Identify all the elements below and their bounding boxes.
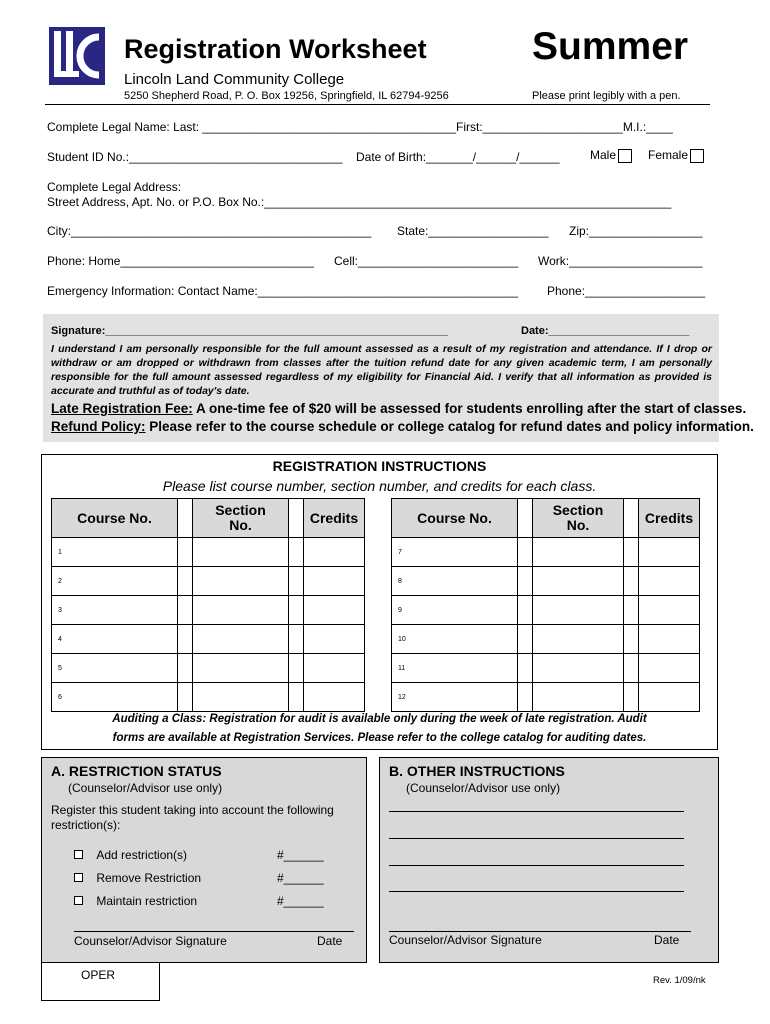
table-row [392, 567, 700, 596]
instruction-line-3[interactable] [389, 865, 684, 866]
male-option[interactable] [590, 148, 632, 163]
audit-line-1: Auditing a Class: Registration for audit is available only during the week of late registration. Audit [112, 713, 647, 725]
table-row [392, 596, 700, 625]
other-instructions-title: B. OTHER INSTRUCTIONS [389, 763, 565, 779]
credits-cell[interactable] [304, 683, 365, 712]
male-checkbox[interactable] [618, 149, 632, 163]
restriction-desc-1: Register this student taking into account the following [51, 803, 334, 817]
college-logo [49, 27, 105, 85]
row-number[interactable]: 7 [392, 538, 518, 567]
address-label: Complete Legal Address: [47, 180, 182, 194]
section-no-header [193, 499, 289, 538]
female-checkbox[interactable] [690, 149, 704, 163]
row-number[interactable]: 9 [392, 596, 518, 625]
female-label: Female [648, 148, 689, 162]
restriction-title: A. RESTRICTION STATUS [51, 763, 222, 779]
table-row [52, 538, 365, 567]
remove-restriction-option[interactable] [74, 871, 201, 885]
college-name: Lincoln Land Community College [124, 71, 345, 88]
section-cell[interactable] [533, 538, 624, 567]
maintain-restriction-checkbox[interactable] [74, 896, 83, 905]
late-fee-notice [51, 401, 746, 416]
instruction-line-2[interactable] [389, 838, 684, 839]
state-field[interactable]: State:__________________ [397, 224, 549, 238]
male-label: Male [590, 148, 617, 162]
add-restriction-option[interactable] [74, 848, 187, 862]
refund-policy-label: Refund Policy: [51, 419, 146, 434]
section-header-line1: Section [552, 502, 604, 518]
row-number[interactable]: 1 [52, 538, 178, 567]
credits-cell[interactable] [639, 625, 700, 654]
other-date-label: Date [654, 933, 680, 947]
dob-field[interactable]: Date of Birth:_______/______/______ [356, 150, 560, 164]
table-row [52, 567, 365, 596]
section-cell[interactable] [533, 654, 624, 683]
credits-cell[interactable] [639, 654, 700, 683]
other-signature-label: Counselor/Advisor Signature [389, 933, 542, 947]
course-no-header: Course No. [52, 499, 178, 538]
other-signature-line[interactable] [389, 931, 691, 932]
row-number[interactable]: 6 [52, 683, 178, 712]
maintain-restriction-number[interactable]: #______ [277, 894, 324, 908]
city-field[interactable]: City:_____________________________________________ [47, 224, 372, 238]
home-phone-field[interactable]: Phone: Home_____________________________ [47, 254, 314, 268]
section-cell[interactable] [533, 625, 624, 654]
credits-cell[interactable] [304, 654, 365, 683]
credits-header: Credits [639, 499, 700, 538]
section-no-header [533, 499, 624, 538]
emergency-contact-field[interactable]: Emergency Information: Contact Name:_______________________________________ [47, 284, 519, 298]
other-instructions-subtitle: (Counselor/Advisor use only) [406, 781, 561, 795]
refund-policy-text: Please refer to the course schedule or college catalog for refund dates and policy information. [145, 419, 754, 434]
section-header-line2: No. [229, 517, 252, 533]
section-cell[interactable] [193, 596, 289, 625]
registration-title: REGISTRATION INSTRUCTIONS [272, 458, 487, 474]
table-row [392, 625, 700, 654]
maintain-restriction-label: Maintain restriction [96, 894, 198, 908]
legal-name-field[interactable]: Complete Legal Name: Last: ______________________________________First:_____________________M.I.:____ [47, 120, 673, 134]
remove-restriction-checkbox[interactable] [74, 873, 83, 882]
student-id-field[interactable]: Student ID No.:________________________________ [47, 150, 343, 164]
responsibility-statement: I understand I am personally responsible for the full amount assessed as a result of my registration and attendance. If I drop or withdraw or am dropped or withdrawn from classes after the tuition refund date for any given academic term, I am personally responsible for the full amount assessed regardless of my eligibility for Financial Aid. I verify that all information as provided is accurate and truthful as of today's date. [51, 343, 712, 397]
credits-cell[interactable] [304, 625, 365, 654]
signature-date-field[interactable]: Date:_______________________ [521, 325, 690, 337]
restriction-signature-label: Counselor/Advisor Signature [74, 934, 227, 948]
late-fee-text: A one-time fee of $20 will be assessed for students enrolling after the start of classes. [192, 401, 747, 416]
instruction-line-4[interactable] [389, 891, 684, 892]
section-cell[interactable] [533, 596, 624, 625]
female-option[interactable] [648, 148, 704, 163]
section-cell[interactable] [193, 538, 289, 567]
revision-label: Rev. 1/09/nk [653, 975, 706, 986]
restriction-date-label: Date [317, 934, 343, 948]
section-header-line2: No. [566, 517, 590, 533]
section-cell[interactable] [533, 683, 624, 712]
credits-cell[interactable] [639, 596, 700, 625]
remove-restriction-number[interactable]: #______ [277, 871, 324, 885]
restriction-subtitle: (Counselor/Advisor use only) [68, 781, 223, 795]
restriction-signature-line[interactable] [74, 931, 354, 932]
college-address: 5250 Shepherd Road, P. O. Box 19256, Springfield, IL 62794-9256 [124, 90, 449, 102]
table-row [52, 625, 365, 654]
table-row [52, 683, 365, 712]
row-number[interactable]: 12 [392, 683, 518, 712]
refund-policy-notice [51, 419, 754, 434]
row-number[interactable]: 4 [52, 625, 178, 654]
signature-field[interactable]: Signature:________________________________________________________ [51, 325, 448, 337]
section-cell[interactable] [193, 625, 289, 654]
remove-restriction-label: Remove Restriction [96, 871, 202, 885]
table-row [52, 596, 365, 625]
table-row [52, 654, 365, 683]
table-row [392, 538, 700, 567]
zip-field[interactable]: Zip:_________________ [569, 224, 703, 238]
credits-header: Credits [304, 499, 365, 538]
add-restriction-number[interactable]: #______ [277, 848, 324, 862]
table-row [392, 683, 700, 712]
row-number[interactable]: 2 [52, 567, 178, 596]
instruction-line-1[interactable] [389, 811, 684, 812]
credits-cell[interactable] [304, 538, 365, 567]
row-number[interactable]: 3 [52, 596, 178, 625]
print-instruction: Please print legibly with a pen. [532, 90, 681, 102]
course-table-right [391, 498, 700, 712]
registration-subtitle: Please list course number, section number, and credits for each class. [162, 478, 597, 494]
emergency-phone-field[interactable]: Phone:__________________ [547, 284, 706, 298]
credits-cell[interactable] [639, 683, 700, 712]
street-field[interactable]: Street Address, Apt. No. or P.O. Box No.:_____________________________________________________________ [47, 195, 672, 209]
row-number[interactable]: 10 [392, 625, 518, 654]
section-cell[interactable] [193, 654, 289, 683]
audit-line-2: forms are available at Registration Services. Please refer to the college catalog for auditing dates. [112, 732, 647, 744]
credits-cell[interactable] [304, 567, 365, 596]
row-number[interactable]: 8 [392, 567, 518, 596]
term-title: Summer [532, 25, 689, 68]
header-divider [45, 104, 710, 105]
table-row [392, 654, 700, 683]
course-no-header: Course No. [392, 499, 518, 538]
cell-phone-field[interactable]: Cell:________________________ [334, 254, 519, 268]
credits-cell[interactable] [639, 567, 700, 596]
add-restriction-checkbox[interactable] [74, 850, 83, 859]
audit-notice [41, 710, 718, 748]
form-title: Registration Worksheet [124, 34, 427, 64]
row-number[interactable]: 5 [52, 654, 178, 683]
work-phone-field[interactable]: Work:____________________ [538, 254, 703, 268]
maintain-restriction-option[interactable] [74, 894, 197, 908]
section-cell[interactable] [193, 567, 289, 596]
section-header-line1: Section [215, 502, 266, 518]
late-fee-label: Late Registration Fee: [51, 401, 193, 416]
credits-cell[interactable] [304, 596, 365, 625]
restriction-desc-2: restriction(s): [51, 818, 121, 832]
course-table-left [51, 498, 365, 712]
row-number[interactable]: 11 [392, 654, 518, 683]
credits-cell[interactable] [639, 538, 700, 567]
section-cell[interactable] [193, 683, 289, 712]
section-cell[interactable] [533, 567, 624, 596]
add-restriction-label: Add restriction(s) [96, 848, 188, 862]
oper-label: OPER [81, 968, 116, 982]
